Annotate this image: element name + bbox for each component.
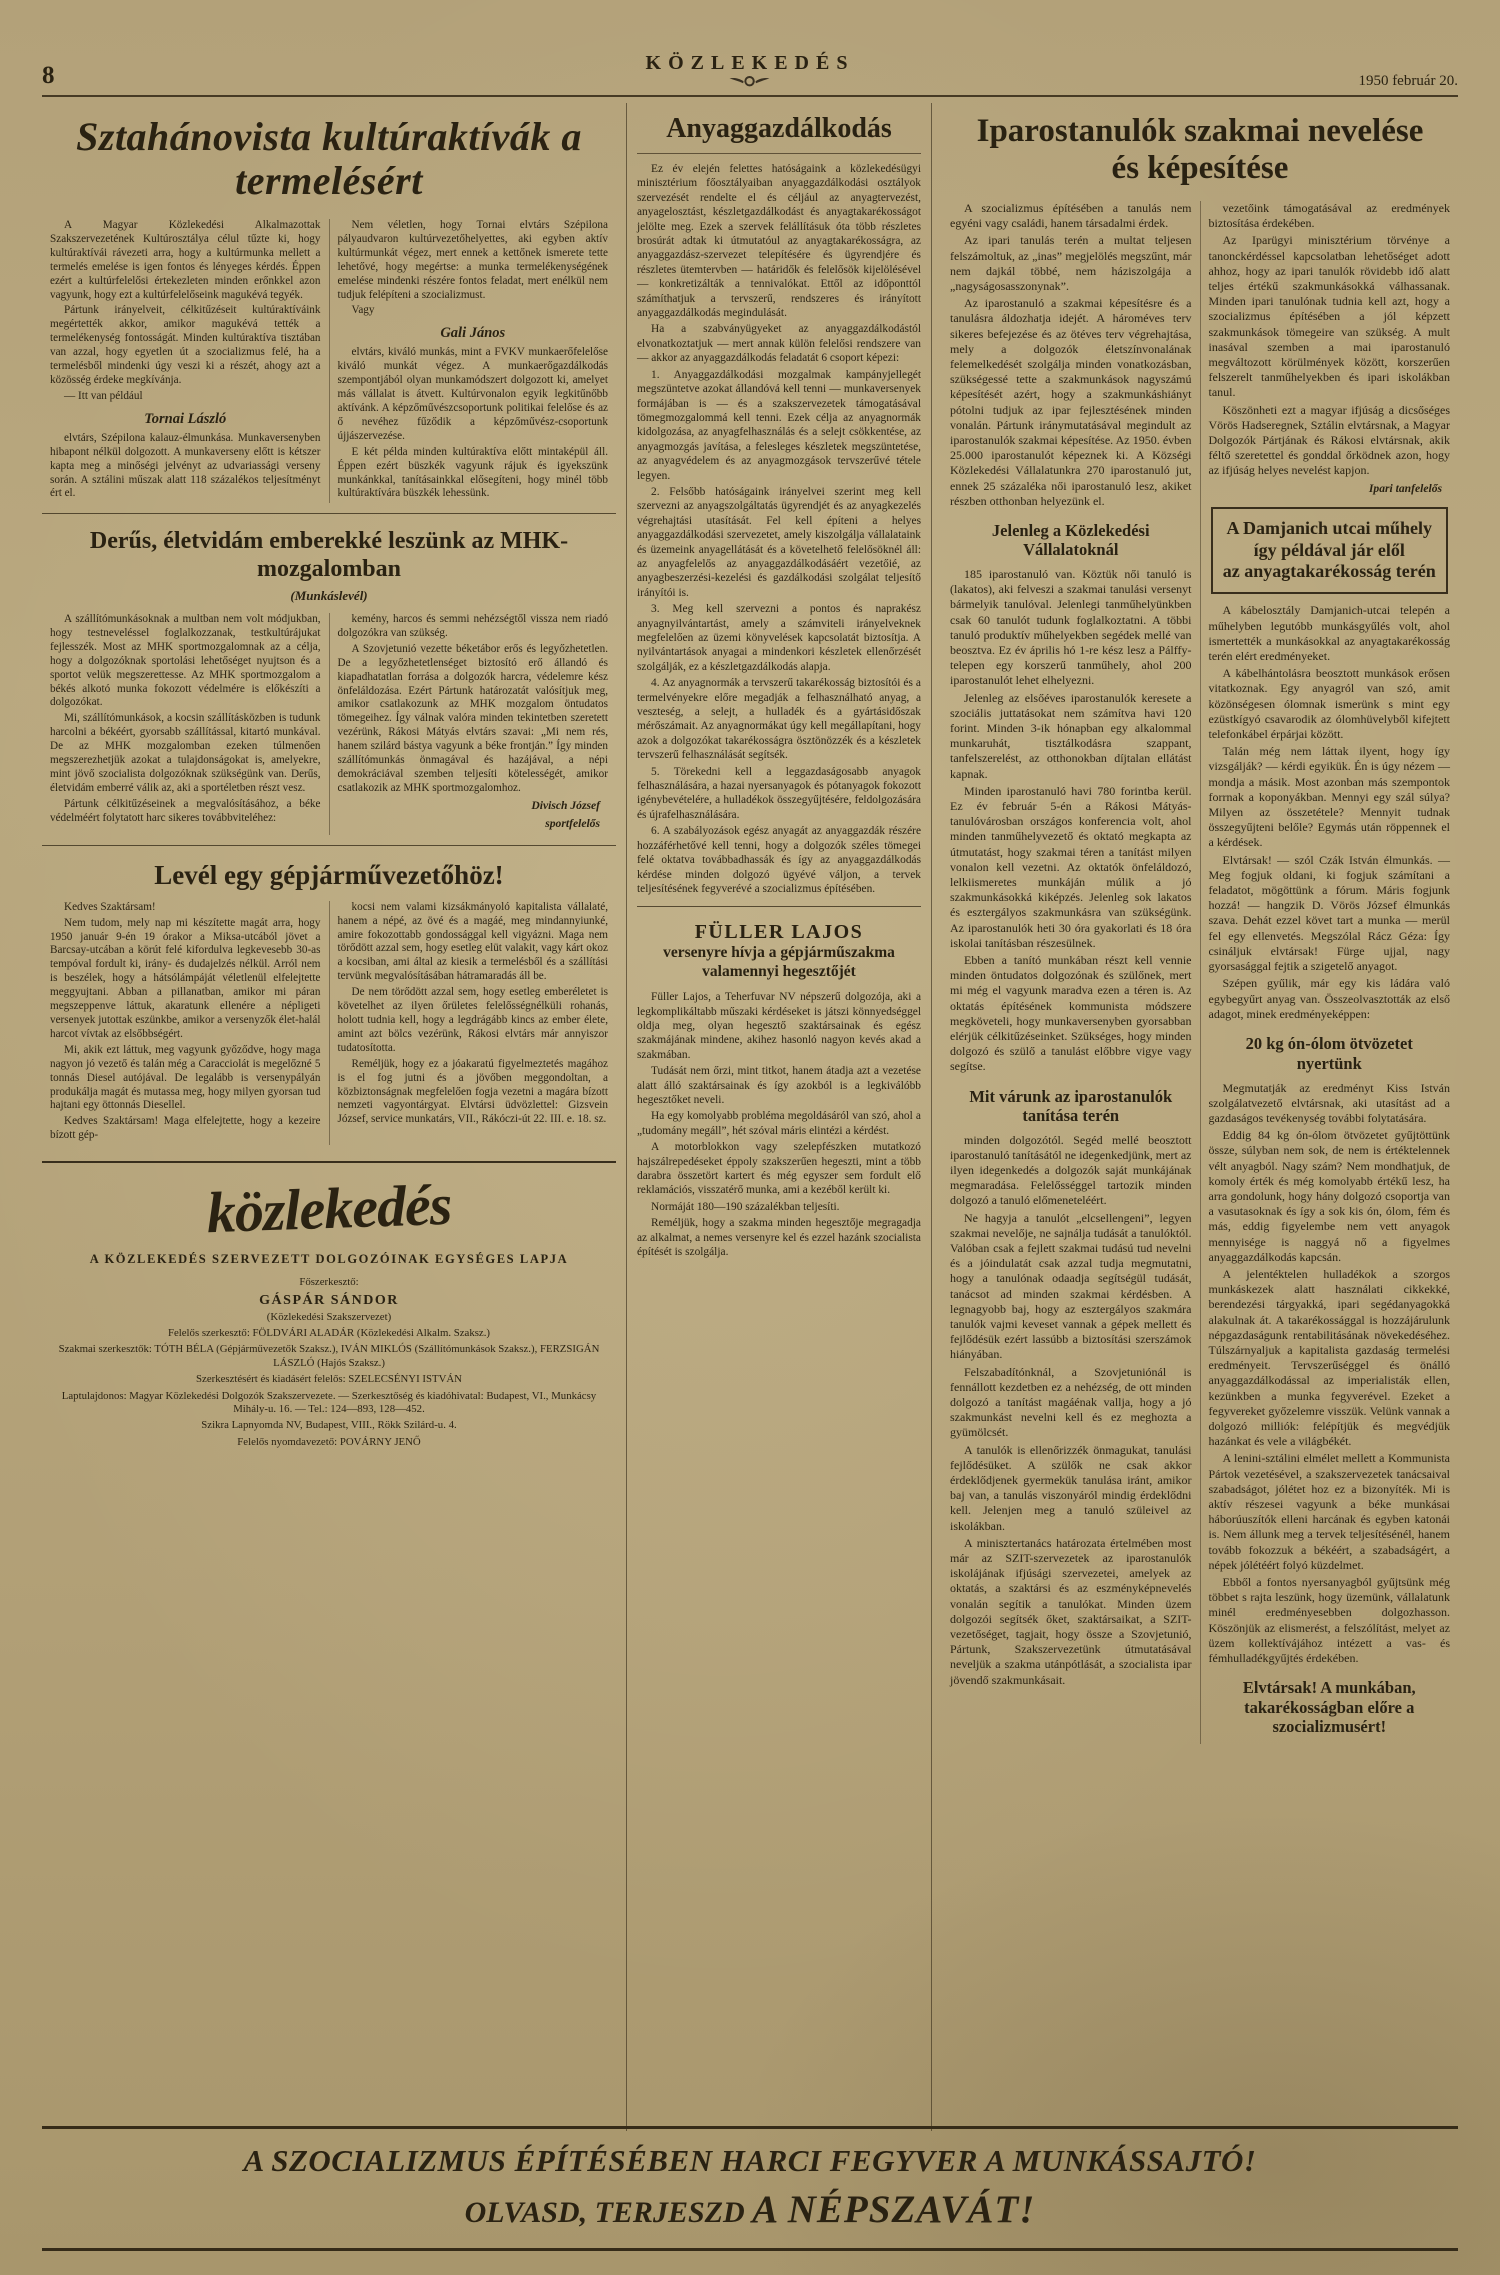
article-iparos-title: [942, 113, 1458, 187]
article-mhk-col2: [329, 613, 617, 835]
article-fuller-title-block: [637, 921, 921, 982]
paragraph: Ha egy komolyabb probléma megoldásáról van szó, ahol a „tudomány megáll”, hét szóval máris elintézi a kérdést.: [637, 1110, 921, 1137]
paragraph: elvtárs, kiváló munkás, mint a FVKV munkaerőfelelőse kiváló munkát végez. A munkaerőgazdálkodás szempontjából olyan munkamódszert dolgozott ki, amelyet más vállalat is átvett. Kultúrvonalon egyik legkitűnőbb aktívánk. A képzőművészcsoportunk politikai felelőse és az ő nevéhez fűződik a képzőművész-csoportunk újjászervezése.: [337, 346, 608, 442]
paragraph: Megmutatják az eredményt Kiss István szolgálatvezető elvtársnak, aki utasítást ad a gazdaságos tevékenység további folytatására.: [1208, 1080, 1450, 1125]
signature: sportfelelős: [545, 816, 600, 830]
article-sztahanovista-col1: [42, 219, 329, 503]
newspaper-title-block: [646, 52, 855, 93]
article-mhk: [42, 528, 616, 834]
paragraph: A szállítómunkásoknak a multban nem volt módjukban, hogy testneveléssel foglalkozzanak, testkultúrájukat fejlesszék. Most az MHK sportmozgalomnak az a célja, hogy a dolgozóknak sportolási lehetőséget nyujtson és a sportot velük megszerettesse. Az MHK sportmozgalom a békés alkotó munka fokozott védelmére is előkészíti a dolgozókat.: [50, 612, 321, 709]
paragraph: Szépen gyűlik, már egy kis ládára való egybegyűrt anyag van. Összeolvasztották az első adagot, minek eredményeképpen:: [1208, 976, 1450, 1021]
paragraph: Felelős szerkesztő: FÖLDVÁRI ALADÁR (Közlekedési Alkalm. Szaksz.): [167, 1326, 491, 1339]
paragraph: Mi, akik ezt láttuk, meg vagyunk győződve, hogy maga nagyon jó vezető és talán még a Caracciolát is megelőzné 5 tonnás Diesel autójával. De legalább is versenypályán produkálja magát és mutassa meg, hogy milyen gyorsan tud hajtani egy öttonnás Diesellel.: [50, 1043, 321, 1112]
paragraph: A minisztertanács határozata értelmében most már az SZIT-szervezetek az iparostanulók iskolájának ifjúsági szervezetei, amelyek az oktatás, a szaktársi és az eszményképnevelés vonalán segítik a tanulókat. Minden üzem dolgozói segítsék őket, szaktársaikat, a SZIT-vezetőséget, tagjait, hogy össze a Szovjetunió, Pártunk, Szakszervezetünk útmutatásával neveljük a szakma utánpótlását, a szocialista ipar jövendő szakmunkásait.: [950, 1535, 1192, 1687]
page-number: 8: [42, 62, 55, 89]
article-anyag: [637, 113, 921, 896]
paragraph: Az ipari tanulás terén a multat teljesen felszámoltuk, az „inas” megjelölés megszűnt, már nem dajkál többé, nem háziszolgája a „nagyságosasszonynak”.: [950, 233, 1192, 293]
paragraph: (Közlekedési Szakszervezet): [266, 1310, 392, 1323]
paragraph: Pártunk irányelveit, célkitűzéseit kultúraktíváink megértették akkor, amikor magukévá tették a termelékenység fontosságát. Minden kultúraktíva tisztában van azzal, hogy egyetlen út a szocializmus felé, ha a termelésből mindenki úgy veszi ki a részét, ahogy azt a közösség érdeke megkívánja.: [50, 304, 321, 386]
paragraph: Füller Lajos, a Teherfuvar NV népszerű dolgozója, aki a legkomplikáltabb műszaki kérdéseket is játszi könnyedséggel oldja meg, olyan hegesztő szaktársainak és egész szakmájának mindene, akihez hasonló nagyon kevés akad a szakmában.: [637, 991, 921, 1061]
article-mhk-body: [42, 613, 616, 835]
paragraph: vezetőink támogatásával az eredmények biztosítása érdekében.: [1208, 200, 1450, 231]
paragraph: Felelős nyomdavezető: POVÁRNY JENŐ: [237, 1435, 421, 1448]
article-mhk-col1: [42, 613, 329, 835]
slogan-line2-emphasis: A NÉPSZAVÁT!: [752, 2188, 1036, 2231]
paragraph: Szerkesztésért és kiadásért felelős: SZELECSÉNYI ISTVÁN: [196, 1373, 462, 1386]
article-fuller-title-line2: versenyre hívja a gépjárműszakma: [663, 944, 895, 962]
article-iparos-colA: [942, 201, 1200, 1744]
paragraph: A Szovjetunió vezette béketábor erős és legyőzhetetlen. De a legyőzhetetlenséget biztosító erő állandó és kiapadhatatlan forrása a dolgozók harcra, védelemre kész önfeláldozása. Ezért Pártunk határozatát valósítjuk meg, amikor csatlakozunk az MHK mozgalom öntudatos tömegeihez. Így válnak valóra minden tekintetben szeretett vezérünk, Rákosi Mátyás elvtárs szavai: „Mi nem rés, hanem szilárd bástya vagyunk a béke frontján.” Így minden szállítómunkás önmagával és hazájával, a népi demokráciával szemben teljesíti kötelességét, amikor csatlakozik az MHK sportmozgalomhoz.: [337, 642, 608, 794]
masthead-credits: [42, 1276, 616, 1449]
paragraph: Talán még nem láttak ilyent, hogy így vizsgálják? — kérdi egyikük. Én is úgy nézem — mondja a másik. Most azonban más szempontok forrnak a koponyákban. Mennyi egy szál súlya? Milyen az összetétele? Mennyit tudnak összegyűjteni belőle? Egymás után röppennek el a kérdések.: [1208, 744, 1450, 850]
paragraph: Felszabadítónknál, a Szovjetuniónál is fennállott kezdetben ez a nehézség, de ott minden dolgozó a tanítást magáénak vallja, hogy a jó szakmunkást nevelni kell és ez meghozta a gyümölcsét.: [950, 1364, 1192, 1440]
paragraph: A motorblokkon vagy szelepfészken mutatkozó hajszálrepedéseket éppoly szakszerűen hegeszti, mint a több darabra összetört kartert és még egyszer sem fordult elő reklamációs, visszatérő munka, ami a kezéből került ki.: [637, 1141, 921, 1197]
left-zone: [42, 103, 627, 2131]
article-fuller-title-line3: valamennyi hegesztőjét: [702, 963, 856, 981]
page-header: [42, 0, 1458, 97]
paragraph: kemény, harcos és semmi nehézségtől vissza nem riadó dolgozókra van szükség.: [337, 612, 608, 639]
paragraph: Pártunk célkitűzéseinek a megvalósításához, a béke védelméért folytatott harc sikeres továbbviteléhez:: [50, 797, 321, 824]
paragraph: Eddig 84 kg ón-ólom ötvözetet gyűjtöttünk össze, súlyban nem sok, de nem is értéktelennek vélt anyagból. Nagy szám? Nem mondhatjuk, de komoly érték és még komolyabb értékű lesz, ha arra gondolunk, hogy hány dolgozó csoportja van a vasutasoknak és így a sok kis ón, ólom, fém és más, eddig figyelembe nem vett anyagok mennyisége is naggyá nő a figyelmes anyaggazdálkodás kapcsán.: [1208, 1128, 1450, 1264]
paragraph: Nem véletlen, hogy Tornai elvtárs Szépilona pályaudvaron kultúrvezetőhelyettes, aki egyben aktív kultúrmunkát végez, mert ennek a kettőnek ismerete tette lehetővé, hogy megértse: a munka termelékenységének emelése mindenki részére fontos feladat, mert enélkül nem tudjuk felépíteni a szocializmust.: [337, 219, 608, 301]
sub-heading: Mit várunk az iparostanulók tanítása terén: [969, 1086, 1173, 1126]
paragraph: Minden iparostanuló havi 780 forintba kerül. Ez év február 5-én a Rákosi Mátyás-tanulóvárosban országos konferencia volt, ahol minden tanműhelyvezető és oktató megkapta az útmutatást, hogy szakmai téren a tanítást milyen vonalon kell vezetni. Az oktatók önfeláldozó, lelkiismeretes munkáján múlik a jó szakmunkásokká kiképzés. Jelenleg sok lakatos és esztergályos szakmunkásra van szükségünk. Az iparostanulók heti 30 óra gyakorlati és 18 óra iskolai tanításban részesülnek.: [950, 783, 1192, 950]
article-sztahanovista-body: [42, 219, 616, 503]
article-sztahanovista: [42, 115, 616, 503]
article-level-body: [42, 901, 616, 1145]
article-damjanich-title-line2: így példával jár elől: [1253, 539, 1405, 560]
paragraph: Jelenleg az elsőéves iparostanulók keresete a szociális juttatásokat nem számítva havi 120 forint. Minden 3-ik hónapban egy alkalommal munkaruhát, tisztálkodásra szappant, tanfelszerelést, az otthonokban díjtalan ellátást kapnak.: [950, 690, 1192, 781]
paragraph: A Magyar Közlekedési Alkalmazottak Szakszervezetének Kultúrosztálya célul tűzte ki, hogy kultúraktívái rávezeti arra, hogy a kultúrmunka mellett a termelés emelése is igen fontos és lényeges kérdés. Éppen ezért a kultúrfelelősi értekezleten minden erőnkkel azon vagyunk, hogy ezt a kultúrfelelőseink magukévá tegyék.: [50, 219, 321, 301]
sub-heading: Elvtársak! A munkában, takarékosságban előre a szocializmusért!: [1242, 1678, 1416, 1737]
paragraph: Kedves Szaktársam! Maga elfelejtette, hogy a kezeire bízott gép-: [50, 1115, 321, 1142]
article-fuller-title-line1: FÜLLER LAJOS: [694, 921, 864, 944]
article-otvozet-title: 20 kg ón-ólom ötvözetet nyertünk: [1245, 1033, 1413, 1073]
article-damjanich-title-box: [1211, 507, 1449, 595]
paragraph: Kedves Szaktársam!: [64, 900, 156, 913]
section-divider: [42, 513, 616, 514]
paragraph: A kábelhántolásra beosztott munkások erősen vitatkoznak. Egy anyagról van szó, amit közönségesen ólomnak ismerünk s mint egy ezüstkígyó csavarodik az ólomhüvelyből kifejtett telefonkábel érpárjai között.: [1208, 666, 1450, 742]
article-damjanich-title-line3: az anyagtakarékosság terén: [1222, 561, 1436, 582]
paragraph: Laptulajdonos: Magyar Közlekedési Dolgozók Szakszervezete. — Szerkesztőség és kiadóhivatal: Budapest, VI., Munkácsy Mihály-u. 16. — Tel.: 124—893, 128—452.: [61, 1389, 597, 1415]
paragraph: Az iparostanuló a szakmai képesítésre és a tanulásra áldozhatja idejét. A hároméves terv sikeres befejezése és az ötéves terv végrehajtása, mely a dolgozók életszínvonalának felemelkedését szolgálja minden vonatkozásban, szükségessé tette a szakmunkások nagyszámú képesítését azért, hogy a szakmunkáshiányt pótolni tudjuk az ipar fejlesztésének minden vonalán. Pártunk iránymutatásával megindult az iparostanulók szakmai képesítése. Az 1950. évben 25.000 iparostanulót képeznek ki. A Községi Közlekedési Vállalatunkra 270 iparostanuló jut, ennek 25 százaléka női iparostanuló lesz, akiket részben otthonban helyezünk el.: [950, 296, 1192, 508]
slogan-line2: [42, 2187, 1458, 2232]
paragraph: Ebben a tanító munkában részt kell vennie minden öntudatos dolgozónak és szülőnek, mert mi még el vagyunk maradva ezen a téren is. Az oktatás építésének kommunista módszere megköveteli, hogy munkaversenyben gyorsabban elérjük célkitűzéseinket. Szükséges, hogy minden dolgozó és szülő a tanulást előbbre vigye vagy segítse.: [950, 952, 1192, 1074]
article-anyag-body: [637, 162, 921, 896]
article-iparos: [942, 113, 1458, 1744]
paragraph: Vagy: [351, 304, 375, 317]
right-zone: [932, 103, 1458, 2131]
paragraph: kocsi nem valami kizsákmányoló kapitalista vállalaté, hanem a népé, az övé és a magáé, meg mindannyiunké, amire fokozottabb gondossággal kell vigyázni. Maga nem törődött azzal sem, hogy esetleg elüt valakit, vagy kárt okoz a kocsiban, ami által az kiesik a termelésből és a szállítási tervünk megvalósításában hátramaradás áll be.: [337, 900, 608, 983]
paragraph: Reméljük, hogy a szakma minden hegesztője megragadja az alkalmat, a nemes versenyre kel és ezzel hazánk szocialista építését is szolgálja.: [637, 1217, 921, 1259]
article-damjanich-body: [1209, 603, 1451, 1021]
paragraph: elvtárs, Szépilona kalauz-élmunkása. Munkaversenyben hibapont nélkül dolgozott. A munkaverseny előtt is kétszer kapta meg a minőségi jelvényt az udvariassági verseny során. A sztálini műszak alatt 118 százalékos teljesítményt ért el.: [50, 431, 321, 500]
paragraph: A jelentéktelen hulladékok a szorgos munkáskezek alatt használati cikkekké, berendezési tárgyakká, ipari segédanyagokká alakulnak át. A takarékossággal is hozzájárulunk népgazdaságunk rentabilitásának növekedéséhez. Túlszárnyaljuk a kapitalista gazdaság termelési eredményeit. Tervszerűséggel és önálló anyaggazdálkodással az imperialisták ellen, kezünkben a munka fegyverével. Ezeket a fegyvereket győzelemre visszük. Velünk vannak a dolgozó milliók: felépítjük és megvédjük hazánkat és vele a világbékét.: [1208, 1266, 1450, 1449]
paragraph: A tanulók is ellenőrizzék önmagukat, tanulási fejlődésüket. A szülők ne csak akkor érdeklődjenek gyermekük tanulása iránt, amikor baj van, a tanulás viszonyáról mindig érdeklődni kell. Jelenjen meg a tanuló szüleivel az iskolákban.: [950, 1442, 1192, 1533]
paragraph: 3. Meg kell szervezni a pontos és naprakész anyagnyilvántartást, amely a számviteli irányelveknek megfelelően az üzemi könyvelések kapcsolatát biztosítja. A nyilvántartások anyagai a mindenkori készletek ellenőrzését szolgálják, ez a készletgazdálkodás alapja.: [637, 603, 921, 673]
paragraph: A szocializmus építésében a tanulás nem egyéni vagy családi, hanem társadalmi érdek.: [950, 200, 1192, 231]
paragraph: Ez év elején felettes hatóságaink a közlekedésügyi minisztérium főosztályaiban anyaggazdálkodási osztályok szervezését rendelte el és céljául az anyagtervezést, anyagelosztást, készletgazdálkodást és anyagtakarékosságot jelölte meg. Ezek a szervek felállításuk óta több részletes brosúrát adtak ki útmutatóul az anyagtakarékosságra, az anyaggazdász-szervezet telepítésére és ügyrendjére és részletes ütemtervben — határidők és felelősök kijelölésével — konkretizálták a tennivalókat. Ettől az időponttól számíthatjuk a tervszerű, rendszeres és irányított anyaggazdálkodás megindulását.: [637, 163, 921, 320]
article-level-col2: [329, 901, 617, 1145]
paragraph: Szakmai szerkesztők: TÓTH BÉLA (Gépjárművezetők Szaksz.), IVÁN MIKLÓS (Szállítómunkások Szaksz.), FERZSIGÁN LÁSZLÓ (Hajós Szaksz.): [58, 1343, 600, 1369]
newspaper-title: KÖZLEKEDÉS: [645, 52, 855, 74]
article-iparos-colB-text: [1209, 201, 1451, 495]
article-iparos-body: [942, 201, 1458, 1744]
article-fuller: [637, 921, 921, 1259]
bottom-slogan-banner: [42, 2126, 1458, 2251]
issue-date: 1950 február 20.: [1358, 73, 1458, 89]
article-fuller-body: [637, 990, 921, 1259]
article-otvozet-body: [1209, 1081, 1451, 1737]
paragraph: 185 iparostanuló van. Köztük női tanuló is (lakatos), aki felveszi a szakmai tanulási versenyt bármelyik tanulóval. Jelenlegi tanműhelyünkben csak 60 tanulót tudunk foglalkoztatni. A többi tanuló produktív műhelyekben segédek mellé van beosztva. Ez év április hó 1-re kész lesz a Pálffy-telepen egy korszerű tanműhely, ahol 200 iparostanulót lehet elhelyezni.: [950, 566, 1192, 688]
paragraph: minden dolgozótól. Segéd mellé beosztott iparostanuló tanításától ne idegenkedjünk, mert az ilyen idegenkedés a dolgozók saját munkájának megmaradása. Felelősséggel tartozik minden dolgozó a tanuló előmeneteléért.: [950, 1132, 1192, 1208]
article-anyag-title: Anyaggazdálkodás: [637, 113, 921, 154]
slogan-line1: A SZOCIALIZMUS ÉPÍTÉSÉBEN HARCI FEGYVER A MUNKÁSSAJTÓ!: [243, 2143, 1257, 2178]
paragraph: De nem törődött azzal sem, hogy esetleg emberéletet is követelhet az ilyen őrületes felelősségnélküli rohanás, holott tudnia kell, hogy a legdrágább kincs az ember élete, amint azt bölcs vezérünk, Rákosi elvtárs már annyiszor tudatosította.: [337, 986, 608, 1054]
article-mhk-subtitle: (Munkáslevél): [290, 587, 368, 603]
paragraph: Ha a szabványügyeket az anyaggazdálkodástól elvonatkoztatjuk — mert annak külön felelősi rendszere van — akkor az anyaggazdálkodás feladatát 6 csoport képezi:: [637, 323, 921, 365]
masthead-logo: közlekedés: [205, 1171, 453, 1246]
article-iparos-colB: [1200, 201, 1459, 1744]
paragraph: Ne hagyja a tanulót „elcsellengeni”, legyen szakmai nevelője, ne sajnálja tudását a tanulóktól. Valóban csak a fejlett szakmai tudású tud nevelni és a jóindulatát csak azzal tudja megmutatni, hogy a tanulónak odaadja segítségül tudását, tanácsot ad minden szakmai kérdésben. A legnagyobb baj, hogy az esztergályos szakmára tanulók vajmi keveset vannak a gépek mellett és fejlődésük ezért lassúbb a biztosítási szerszámok hiányában.: [950, 1210, 1192, 1362]
article-level-col1: [42, 901, 329, 1145]
paragraph: A lenini-sztálini elmélet mellett a Kommunista Pártok vezetésével, a szakszervezetek tanácsaival szabadságot, jólétet hoz ez a bizonyíték. Mi is aktív részesei vagyunk a béke munkásai háborúuszítók elleni harcának és egyben katonái is. Nem állunk meg a tervek teljesítésénél, hanem tovább fokozzuk a békéért, a szabadságért, a népek jólétéért folyó küzdelmet.: [1208, 1451, 1450, 1572]
slogan-line2-prefix: OLVASD, TERJESZD: [464, 2196, 745, 2229]
paragraph: Tudását nem őrzi, mint titkot, hanem átadja azt a vezetése alatt álló szaktársainak és így azokból is a legkiválóbb hegesztőket neveli.: [637, 1065, 921, 1106]
inline-heading: GÁSPÁR SÁNDOR: [259, 1292, 399, 1308]
paragraph: A kábelosztály Damjanich-utcai telepén a műhelyben legutóbb munkásgyűlés volt, ahol ismertették a munkásokkal az anyagtakarékosság terén elért eredményeket.: [1208, 603, 1450, 664]
section-divider: [42, 845, 616, 846]
article-sztahanovista-title: Sztahánovista kultúraktívák a termelésért: [76, 114, 582, 203]
masthead-tagline: A KÖZLEKEDÉS SZERVEZETT DOLGOZÓINAK EGYSÉGES LAPJA: [89, 1252, 569, 1267]
paragraph: 2. Felsőbb hatóságaink irányelvei szerint meg kell szervezni az anyagszolgáltatás ügyrendjét és az anyagkezelés végrehajtási utasítását. Fel kell építeni a helyes anyaggazdálkodási szervezetet, amely kiszolgálja vállalataink és üzemeink anyagellátását és a követelhető felelősöknél áll: az anyagfelelős az anyaggazdálkodásáért vezetőié, az anyagbeszerzési-kezelési és gazdálkodási szolgálat teljesítő irányítói is.: [637, 485, 921, 599]
paragraph: 5. Törekedni kell a leggazdaságosabb anyagok felhasználására, a hazai nyersanyagok és pótanyagok fokozott igénybevételére, a hulladékok összegyűjtésére, feldolgozására és újrafelhasználására.: [637, 765, 921, 821]
paragraph: — Itt van például: [64, 389, 143, 402]
masthead-box: [42, 1161, 616, 1449]
article-sztahanovista-col2: [329, 219, 617, 503]
article-damjanich-title-line1: A Damjanich utcai műhely: [1226, 517, 1432, 538]
paragraph: Főszerkesztő:: [299, 1276, 359, 1289]
middle-zone: [627, 103, 932, 2131]
paragraph: Szikra Lapnyomda NV, Budapest, VIII., Rökk Szilárd-u. 4.: [201, 1419, 457, 1432]
paragraph: Reméljük, hogy ez a jóakaratú figyelmeztetés magához is el fog jutni és a jövőben meggondoltan, a közbiztonságnak megfelelően fogja vezetni a magára bízott nemzeti vagyontárgyat. Elvtársi üdvözlettel: Gizsvein József, service munkatárs, VII., Rákóczi-út 22. III. e. 18. sz.: [337, 1057, 608, 1126]
paragraph: E két példa minden kultúraktíva előtt mintaképül áll. Éppen ezért büszkék vagyunk rájuk és igyekszünk munkánkkal, tanításainkkal elősegíteni, hogy minél több kultúraktívára büszkék lehessünk.: [337, 445, 608, 500]
section-divider: [637, 906, 921, 907]
page-content: [42, 103, 1458, 2131]
article-iparos-title-line2: és képesítése: [1111, 149, 1289, 186]
paragraph: Az Iparügyi minisztérium törvénye a tanonckérdéssel kapcsolatban lehetőséget adott ahhoz, hogy az ipari tanulók rövidebb idő alatt teljes értékű szakmunkásokká válhassanak. Minden ipari tanulónak tudnia kell azt, hogy a szocializmus építésében a jól képzett szakmunkások tömegeire van szükség. A mult inasával szemben a mai iparostanuló megváltozott körülmények között, korszerűen felszerelt tanműhelyekben és ipari iskolákban tanul.: [1208, 233, 1450, 400]
article-level-title: Levél egy gépjárművezetőhöz!: [154, 859, 504, 890]
article-level: [42, 860, 616, 1145]
inline-heading: Gali János: [440, 325, 506, 342]
article-mhk-title: Derűs, életvidám emberekké leszünk az MHK-mozgalomban: [89, 528, 569, 583]
signature: Divisch József: [531, 798, 600, 812]
paragraph: Ebből a fontos nyersanyagból gyűjtsünk még többet s rajta leszünk, hogy üzemünk, vállalatunk minél eredményesebben dolgozhasson. Köszönjük az elismerést, a felszólítást, melyet az üzem kollektívájához intézett a vas- és fémhulladékgyűjtés érdekében.: [1208, 1575, 1450, 1666]
signature: Ipari tanfelelős: [1368, 481, 1442, 495]
paragraph: Nem tudom, mely nap mi készítette magát arra, hogy 1950 január 9-én 19 órakor a Miksa-utcából jövet a Barcsay-utcában a körút felé kifordulva legkevesebb 30-as tempóval fordult ki, irány- és dudajelzés nélkül. Arról nem is beszélek, hogy a hátsólámpáját véletlenül elfelejtette meggyujtani. Abban a pillanatban, amikor mi páran megszeppenve láttuk, akaratunk ellenére a népligeti versenyek jutottak eszünkbe, amikor a versenyzők élet-halál harcot vívtak az elsőbbségért.: [50, 916, 321, 1040]
paragraph: Normáját 180—190 százalékban teljesíti.: [651, 1200, 840, 1213]
paragraph: 1. Anyaggazdálkodási mozgalmak kampányjellegét megszüntetve azokat állandóvá kell tenni — munkaversenyek formájában is — és a szakszervezetek támogatásával tömegmozgalommá kell tenni. Ezek célja az anyagnormák kidolgozása, az anyagfelhasználás és a selejt csökkentése, az anyagmozgás javítása, a felesleges készletek megszüntetése, az anyagvédelem és az anyagmozgások tervszerűvé tétele legyen.: [637, 368, 921, 482]
winged-wheel-ornament: [730, 75, 770, 88]
paragraph: 4. Az anyagnormák a tervszerű takarékosság biztosítói és a termelvényekre előre megadják a felhasználható anyag, a veszteség, a selejt, a hulladék és a gyártásidőszak mérőszámait. Az anyagnormákat úgy kell megállapítani, hogy azok a dolgozókat takarékosságra ösztönözzék és a készletek tervszerű felhasználását segítsék.: [637, 677, 921, 762]
sub-heading: Jelenleg a Közlekedési Vállalatoknál: [991, 520, 1150, 560]
article-iparos-title-line1: Iparostanulók szakmai nevelése: [976, 113, 1424, 149]
paragraph: Elvtársak! — szól Czák István élmunkás. — Meg fogjuk oldani, ki fogjuk számítani a feladatot, mögöttünk a fórum. Máris fogjunk hozzá! — hangzik D. Vörös József élmunkás szava. Dehát ezzel követ tart a munka — merül fel egy ellenvetés. Megszólal Rácz Géza: Így csináljuk elvtársak! Fürge ujjal, nagy gyorsasággal fejtik a szigetelő anyagot.: [1208, 852, 1450, 974]
paragraph: 6. A szabályozások egész anyagát az anyaggazdák részére hozzáférhetővé kell tenni, hogy a dolgozók széles tömegei felé oktatva továbbadhassák és így az anyaggazdálkodás kérdése minden dolgozó ügyévé váljon, a tervek teljesítésének fegyverévé a szocializmus építésében.: [637, 825, 921, 895]
paragraph: Köszönheti ezt a magyar ifjúság a dicsőséges Vörös Hadseregnek, Sztálin elvtársnak, a Magyar Dolgozók Pártjának és Rákosi elvtársnak, akik féltő szeretettel és gonddal őrködnek azon, hogy az ifjúság helyes nevelést kapjon.: [1208, 402, 1450, 478]
paragraph: Mi, szállítómunkások, a kocsin szállításközben is tudunk harcolni a békéért, gyorsabb szállítással, kitartó munkával. De az MHK mozgalomban ezeken túlmenően megszerezhetjük azokat a tulajdonságokat is, amelyekre, mint jövő szocialista dolgozóknak szükségünk van. Derűs, életvidám emberré válik az, aki a sportéletben részt vesz.: [50, 712, 321, 794]
inline-heading: Tornai László: [144, 410, 227, 427]
